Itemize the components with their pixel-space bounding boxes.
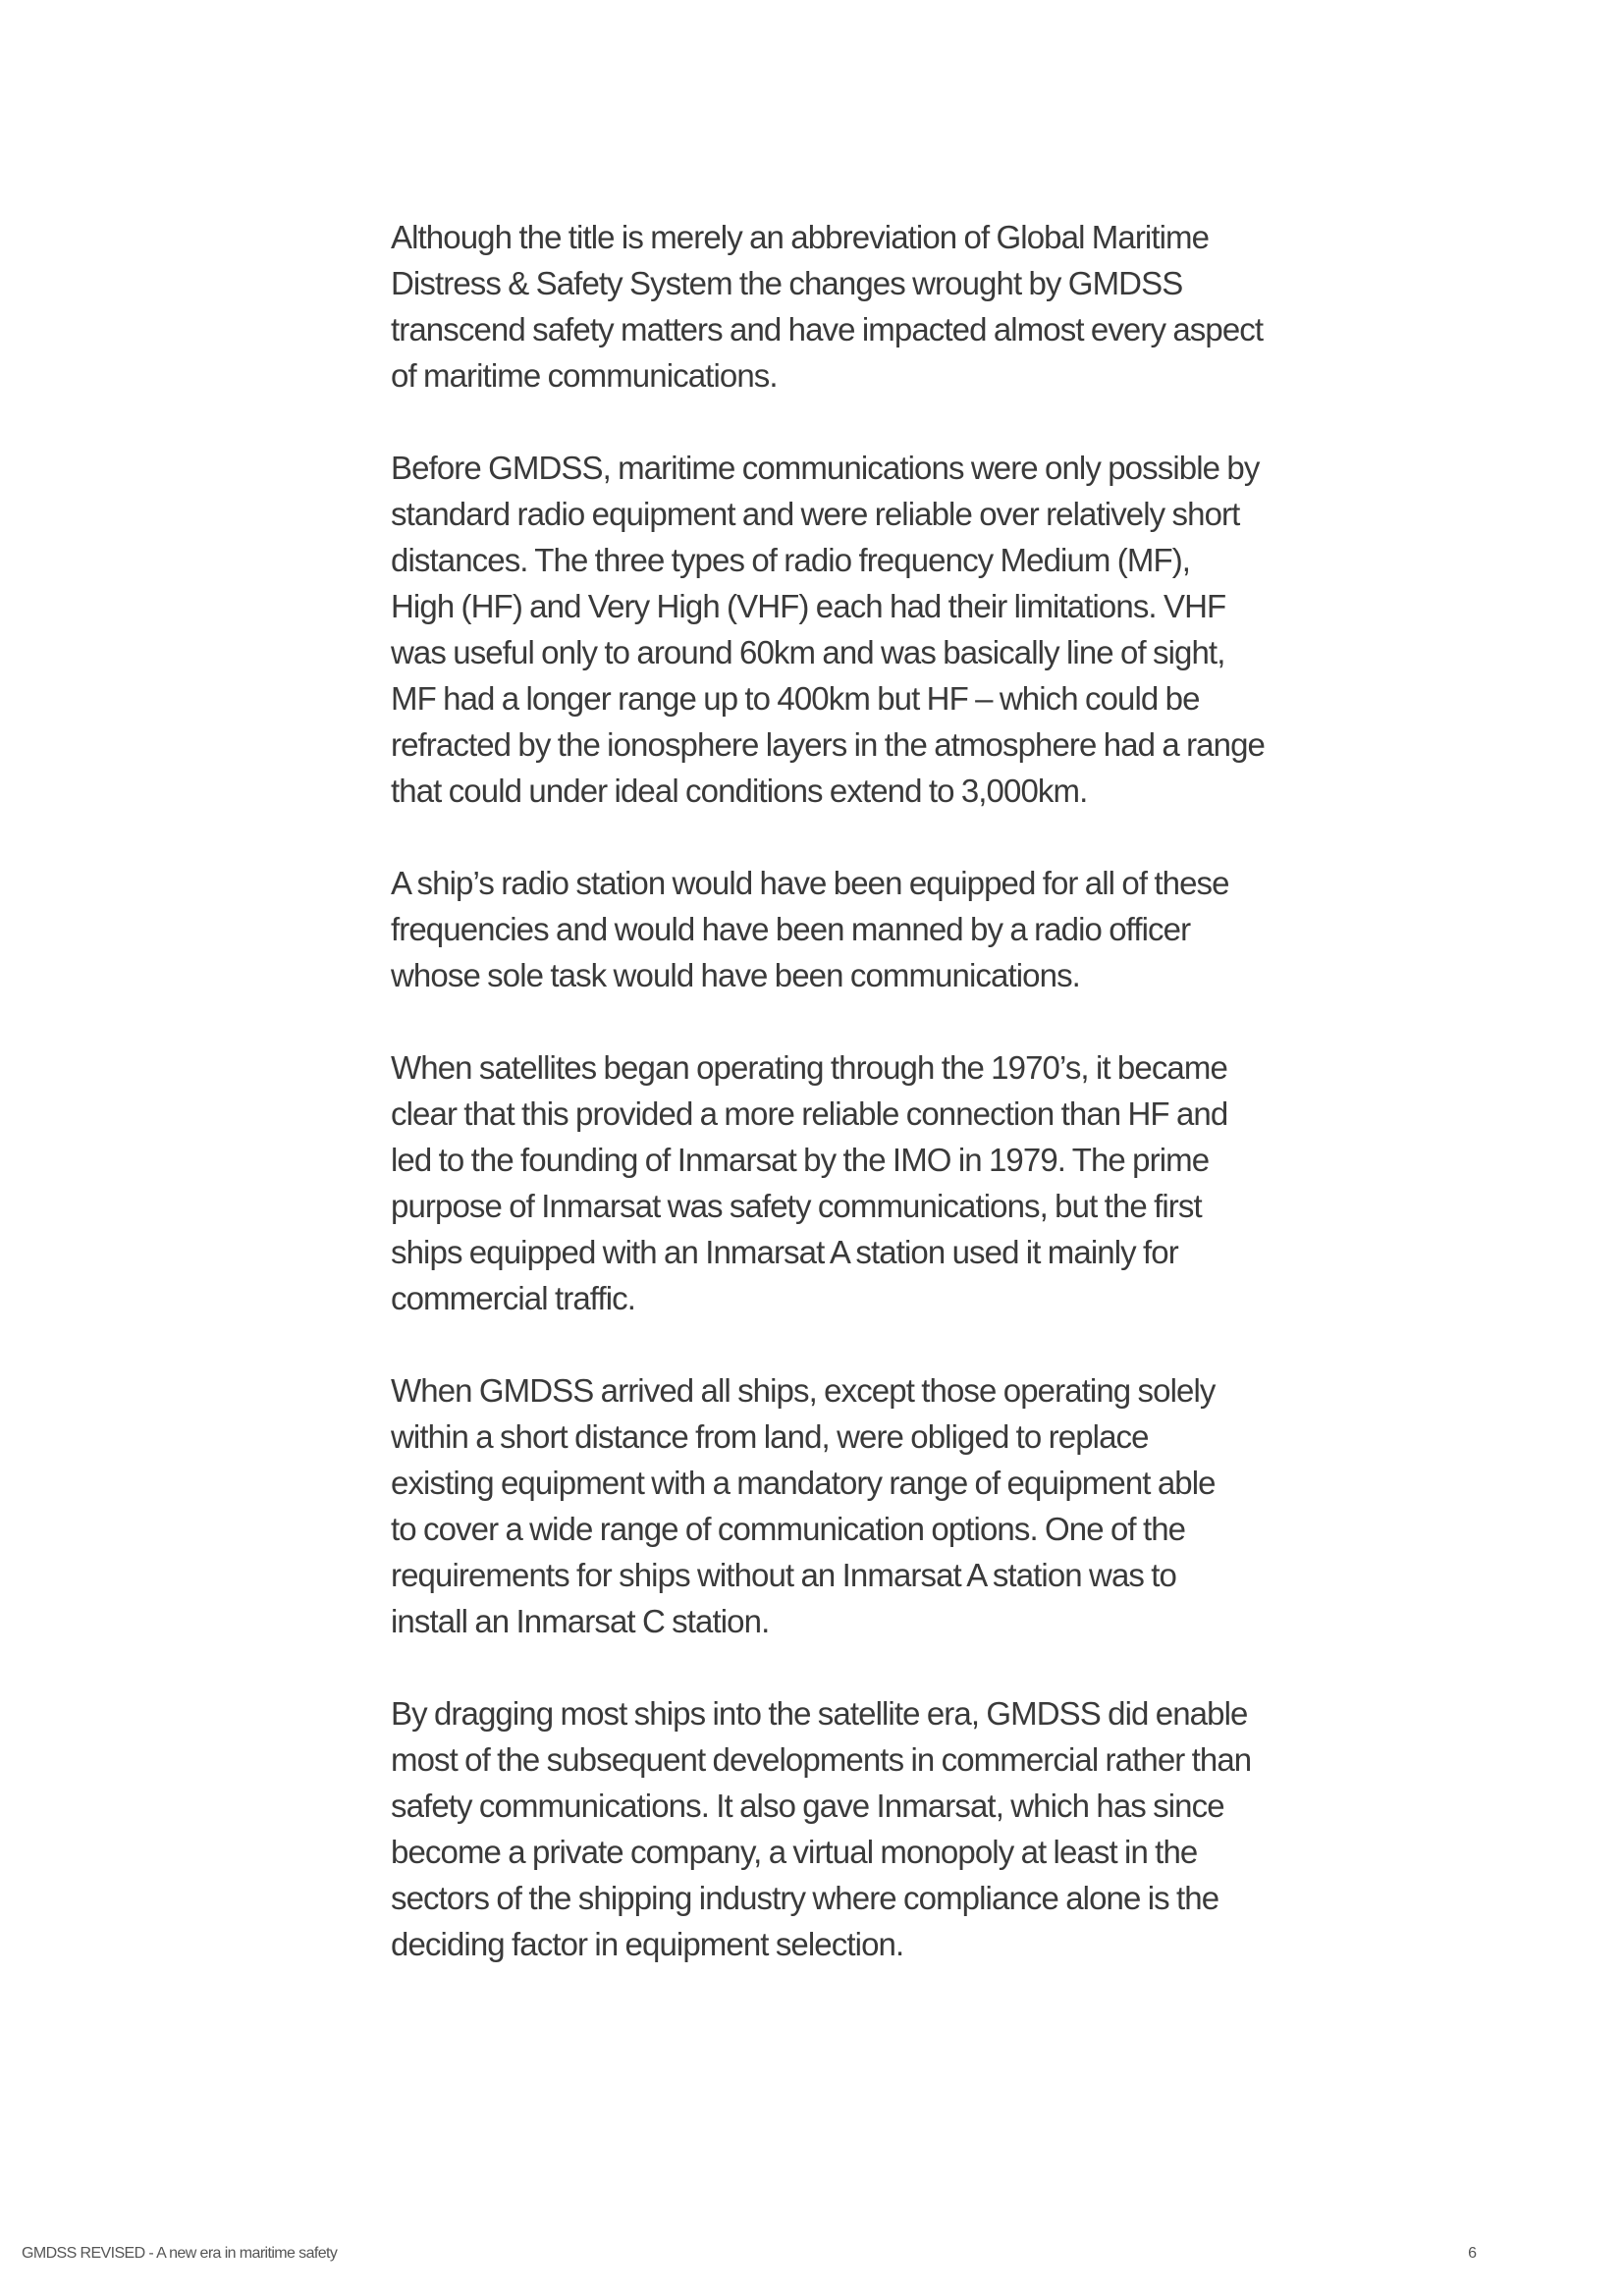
text-line: to cover a wide range of communication options. One of the — [391, 1511, 1186, 1547]
paragraph-radio-station — [391, 860, 1432, 998]
text-line: was useful only to around 60km and was basically line of sight, — [391, 634, 1225, 670]
text-line: A ship’s radio station would have been equipped for all of these — [391, 865, 1229, 901]
text-line: whose sole task would have been communications. — [391, 957, 1080, 993]
text-line: distances. The three types of radio frequency Medium (MF), — [391, 542, 1191, 578]
text-line: MF had a longer range up to 400km but HF – which could be — [391, 680, 1200, 717]
text-line: Distress & Safety System the changes wrought by GMDSS — [391, 265, 1183, 301]
text-line: become a private company, a virtual monopoly at least in the — [391, 1834, 1198, 1870]
text-line: frequencies and would have been manned by a radio officer — [391, 911, 1191, 947]
text-line: refracted by the ionosphere layers in the atmosphere had a range — [391, 726, 1265, 763]
text-line: install an Inmarsat C station. — [391, 1603, 770, 1639]
text-line: standard radio equipment and were reliable over relatively short — [391, 496, 1240, 532]
text-line: transcend safety matters and have impacted almost every aspect — [391, 311, 1264, 347]
text-line: When GMDSS arrived all ships, except those operating solely — [391, 1372, 1216, 1409]
paragraph-before-gmdss — [391, 445, 1432, 814]
text-line: requirements for ships without an Inmarsat A station was to — [391, 1557, 1176, 1593]
text-line: safety communications. It also gave Inmarsat, which has since — [391, 1788, 1224, 1824]
text-line: led to the founding of Inmarsat by the IMO in 1979. The prime — [391, 1142, 1210, 1178]
text-line: When satellites began operating through the 1970’s, it became — [391, 1049, 1227, 1086]
text-line: High (HF) and Very High (VHF) each had their limitations. VHF — [391, 588, 1226, 624]
text-line: Before GMDSS, maritime communications were only possible by — [391, 450, 1260, 486]
text-line: deciding factor in equipment selection. — [391, 1926, 904, 1962]
page-number: 6 — [1468, 2245, 1477, 2262]
paragraph-gmdss-arrived — [391, 1367, 1432, 1644]
footer-title: GMDSS REVISED - A new era in maritime safety — [22, 2245, 338, 2262]
text-line: By dragging most ships into the satellite era, GMDSS did enable — [391, 1695, 1248, 1732]
text-line: commercial traffic. — [391, 1280, 636, 1316]
paragraph-satellites — [391, 1044, 1432, 1321]
paragraph-intro — [391, 214, 1432, 399]
text-line: ships equipped with an Inmarsat A station used it mainly for — [391, 1234, 1178, 1270]
text-line: of maritime communications. — [391, 357, 778, 394]
text-line: Although the title is merely an abbreviation of Global Maritime — [391, 219, 1210, 255]
paragraph-satellite-era — [391, 1690, 1432, 1967]
text-line: that could under ideal conditions extend to 3,000km. — [391, 773, 1088, 809]
text-line: existing equipment with a mandatory range of equipment able — [391, 1465, 1216, 1501]
body-text — [391, 214, 1432, 2013]
text-line: clear that this provided a more reliable connection than HF and — [391, 1095, 1228, 1132]
text-line: sectors of the shipping industry where compliance alone is the — [391, 1880, 1219, 1916]
text-line: within a short distance from land, were obliged to replace — [391, 1418, 1149, 1455]
text-line: purpose of Inmarsat was safety communications, but the first — [391, 1188, 1202, 1224]
text-line: most of the subsequent developments in commercial rather than — [391, 1741, 1252, 1778]
